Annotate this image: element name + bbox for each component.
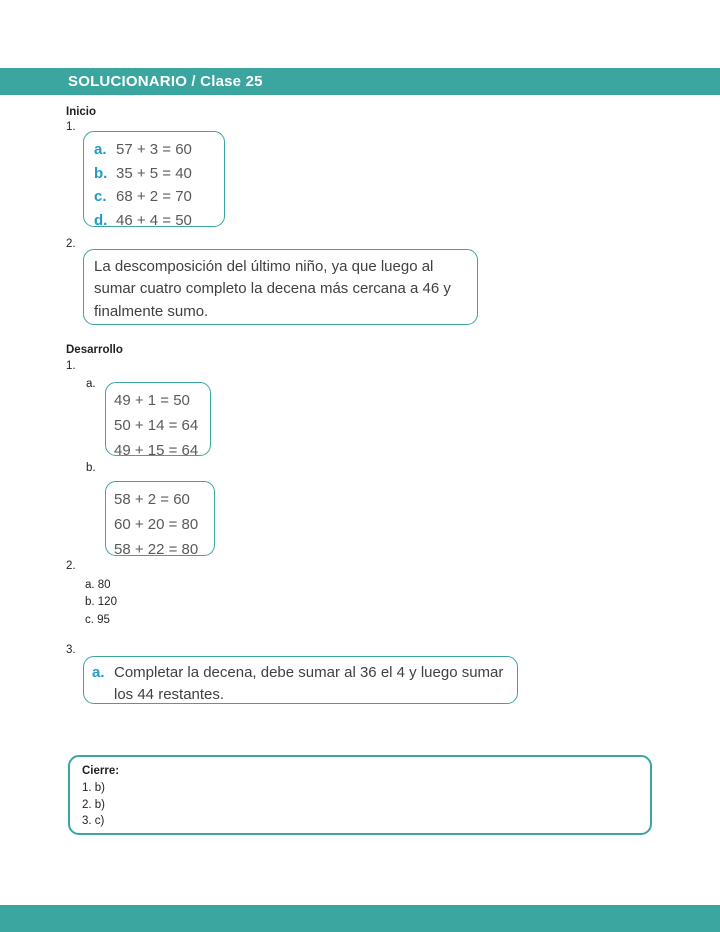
answer-letter: d. bbox=[94, 211, 108, 229]
answer-equation: 46 + 4 = 50 bbox=[116, 211, 192, 229]
header-bar bbox=[0, 68, 720, 95]
equation-line: 49 + 15 = 64 bbox=[114, 442, 199, 459]
inicio-answer-box-2 bbox=[83, 249, 478, 325]
desarrollo-question-1-number: 1. bbox=[66, 360, 76, 372]
answer-letter: a. bbox=[94, 141, 107, 158]
cierre-answer: 2. b) bbox=[82, 798, 106, 811]
answer-line: a. 80 bbox=[85, 579, 111, 591]
answer-equation: 57 + 3 = 60 bbox=[116, 141, 192, 158]
desarrollo-answer-box-3 bbox=[83, 656, 518, 704]
answer-letter: b. bbox=[94, 164, 108, 182]
section-heading-desarrollo: Desarrollo bbox=[66, 344, 123, 356]
answer-paragraph: Completar la decena, debe sumar al 36 el 4 y luego sumar los 44 restantes. bbox=[114, 664, 504, 703]
inicio-question-2-number: 2. bbox=[66, 238, 76, 250]
equation-line: 60 + 20 = 80 bbox=[114, 516, 199, 533]
equation-line: 50 + 14 = 64 bbox=[114, 417, 199, 434]
answer-equation: 35 + 5 = 40 bbox=[116, 164, 192, 182]
desarrollo-2-answers bbox=[85, 577, 117, 629]
cierre-answer: 1. b) bbox=[82, 781, 106, 794]
desarrollo-answer-box-1a bbox=[105, 382, 211, 459]
page-title: SOLUCIONARIO / Clase 25 bbox=[68, 73, 263, 90]
answer-letter: c. bbox=[94, 188, 107, 205]
desarrollo-answer-box-1b bbox=[105, 481, 215, 556]
equation-line: 58 + 2 = 60 bbox=[114, 491, 190, 508]
answer-line bbox=[94, 185, 224, 209]
desarrollo-1b-label: b. bbox=[86, 462, 96, 474]
answer-paragraph: La descomposición del último niño, ya que luego al sumar cuatro completo la decena más cercana a 46 y finalmente sumo. bbox=[94, 258, 451, 320]
inicio-question-1-number: 1. bbox=[66, 121, 76, 133]
equation-line: 58 + 22 = 80 bbox=[114, 541, 199, 558]
cierre-box bbox=[68, 755, 652, 835]
answer-line: c. 95 bbox=[85, 613, 110, 626]
answer-equation: 68 + 2 = 70 bbox=[116, 188, 192, 205]
footer-bar bbox=[0, 905, 720, 932]
section-heading-inicio: Inicio bbox=[66, 106, 97, 118]
answer-line bbox=[94, 162, 224, 186]
desarrollo-question-3-number: 3. bbox=[66, 644, 76, 656]
inicio-answer-box-1 bbox=[83, 131, 225, 227]
cierre-heading: Cierre: bbox=[82, 765, 120, 777]
answer-letter: a. bbox=[92, 664, 105, 681]
cierre-answer: 3. c) bbox=[82, 815, 105, 828]
desarrollo-question-2-number: 2. bbox=[66, 560, 76, 572]
answer-line: b. 120 bbox=[85, 596, 117, 609]
answer-line bbox=[94, 138, 224, 162]
desarrollo-1a-label: a. bbox=[86, 378, 96, 390]
answer-line bbox=[94, 209, 224, 233]
equation-line: 49 + 1 = 50 bbox=[114, 392, 190, 409]
